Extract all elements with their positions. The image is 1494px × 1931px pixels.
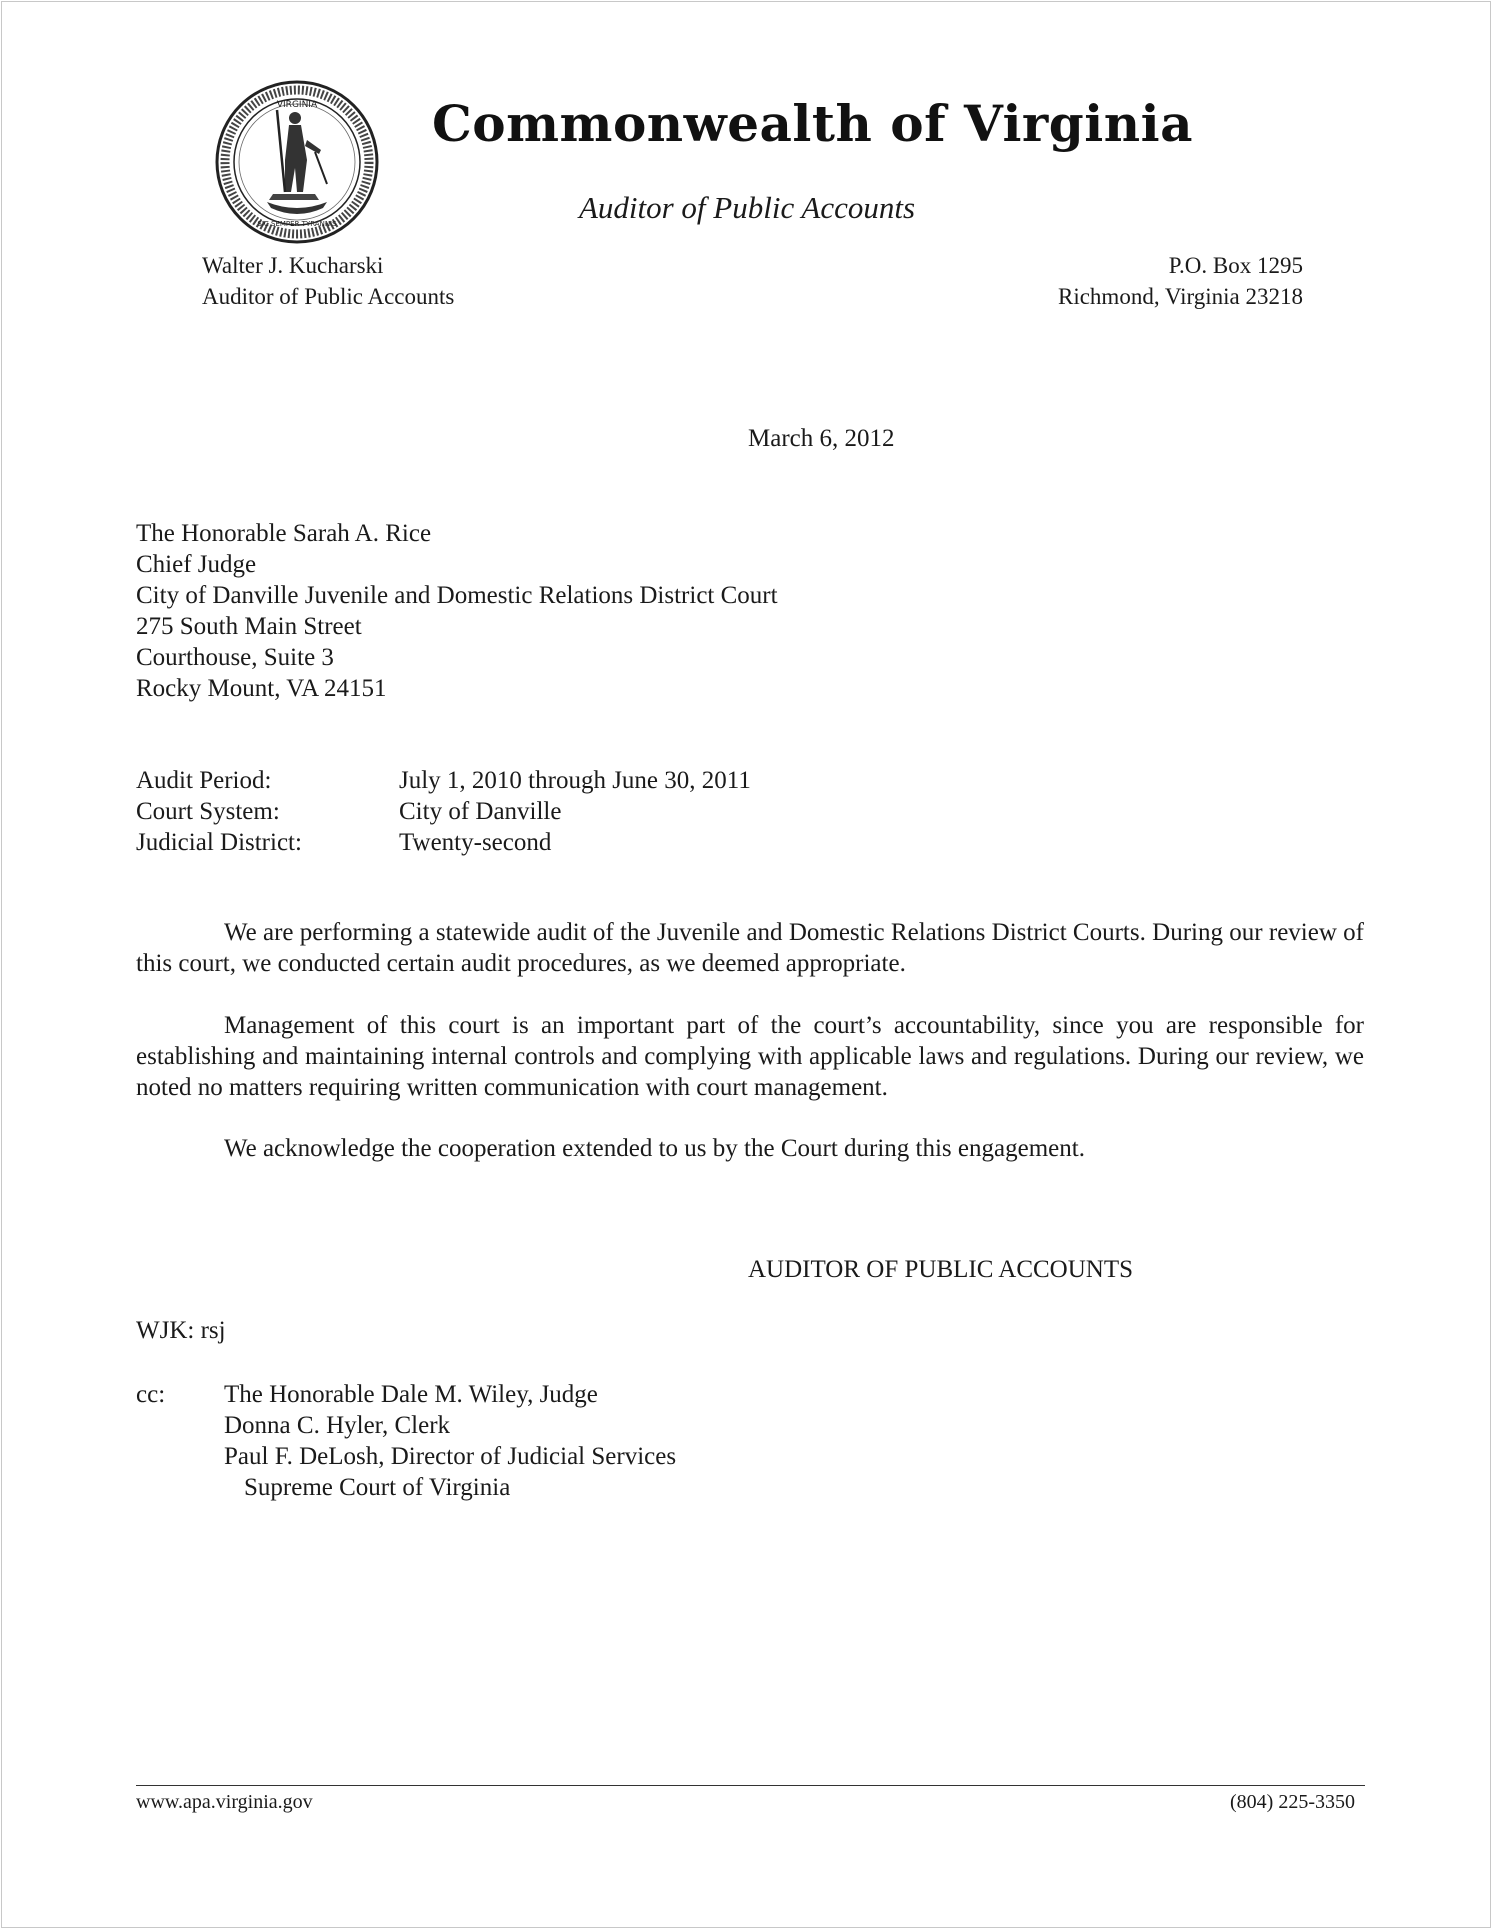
letterhead-subtitle: Auditor of Public Accounts — [578, 190, 916, 225]
sender-address — [1058, 250, 1303, 312]
audit-label: Court System: — [136, 798, 280, 825]
body-paragraph: Management of this court is an important part of the court’s accountability, since you are responsible for establishing and maintaining internal controls and complying with applicable laws and regulations. During our review, we noted no matters requiring written communication with court management. — [136, 1012, 1364, 1101]
body-paragraph: We are performing a statewide audit of the Juvenile and Domestic Relations District Courts. During our review of this court, we conducted certain audit procedures, as we deemed appropriate. — [136, 919, 1364, 977]
sender-title: Auditor of Public Accounts — [202, 284, 455, 309]
typist-initials: WJK: rsj — [136, 1317, 226, 1344]
sender-block — [202, 250, 454, 312]
recipient-line: Chief Judge — [136, 551, 257, 578]
audit-value: July 1, 2010 through June 30, 2011 — [399, 767, 751, 794]
footer-phone: (804) 225-3350 — [1230, 1791, 1355, 1813]
audit-info-row — [136, 796, 751, 827]
seal-of-virginia-icon — [215, 80, 379, 244]
recipient-block — [136, 518, 778, 704]
audit-value: Twenty-second — [399, 829, 552, 856]
cc-list — [224, 1379, 676, 1503]
audit-info-row — [136, 765, 751, 796]
cc-item: Supreme Court of Virginia — [244, 1474, 511, 1501]
body-paragraph: We acknowledge the cooperation extended to us by the Court during this engagement. — [224, 1135, 1085, 1162]
letterhead-title: Commonwealth of Virginia — [432, 94, 1193, 153]
recipient-line: Rocky Mount, VA 24151 — [136, 675, 387, 702]
cc-item: The Honorable Dale M. Wiley, Judge — [224, 1381, 598, 1408]
signature-block: AUDITOR OF PUBLIC ACCOUNTS — [748, 1256, 1134, 1283]
recipient-line: The Honorable Sarah A. Rice — [136, 520, 432, 547]
audit-label: Audit Period: — [136, 767, 272, 794]
footer-divider — [136, 1785, 1365, 1786]
sender-city: Richmond, Virginia 23218 — [1057, 284, 1303, 309]
letter-page — [1, 1, 1491, 1928]
letter-date: March 6, 2012 — [748, 425, 895, 452]
sender-name: Walter J. Kucharski — [202, 253, 384, 278]
audit-info — [136, 765, 751, 858]
audit-info-row — [136, 827, 751, 858]
recipient-line: Courthouse, Suite 3 — [136, 644, 334, 671]
svg-text:SIC SEMPER TYRANNIS: SIC SEMPER TYRANNIS — [257, 220, 337, 228]
svg-text:VIRGINIA: VIRGINIA — [276, 100, 318, 110]
audit-label: Judicial District: — [136, 829, 302, 856]
footer-website: www.apa.virginia.gov — [136, 1791, 313, 1813]
audit-value: City of Danville — [399, 798, 562, 825]
cc-item: Donna C. Hyler, Clerk — [224, 1412, 451, 1439]
sender-po-box: P.O. Box 1295 — [1168, 253, 1303, 278]
recipient-line: 275 South Main Street — [136, 613, 362, 640]
recipient-line: City of Danville Juvenile and Domestic Relations District Court — [136, 582, 778, 609]
cc-label: cc: — [136, 1381, 166, 1408]
cc-item: Paul F. DeLosh, Director of Judicial Services — [224, 1443, 677, 1470]
